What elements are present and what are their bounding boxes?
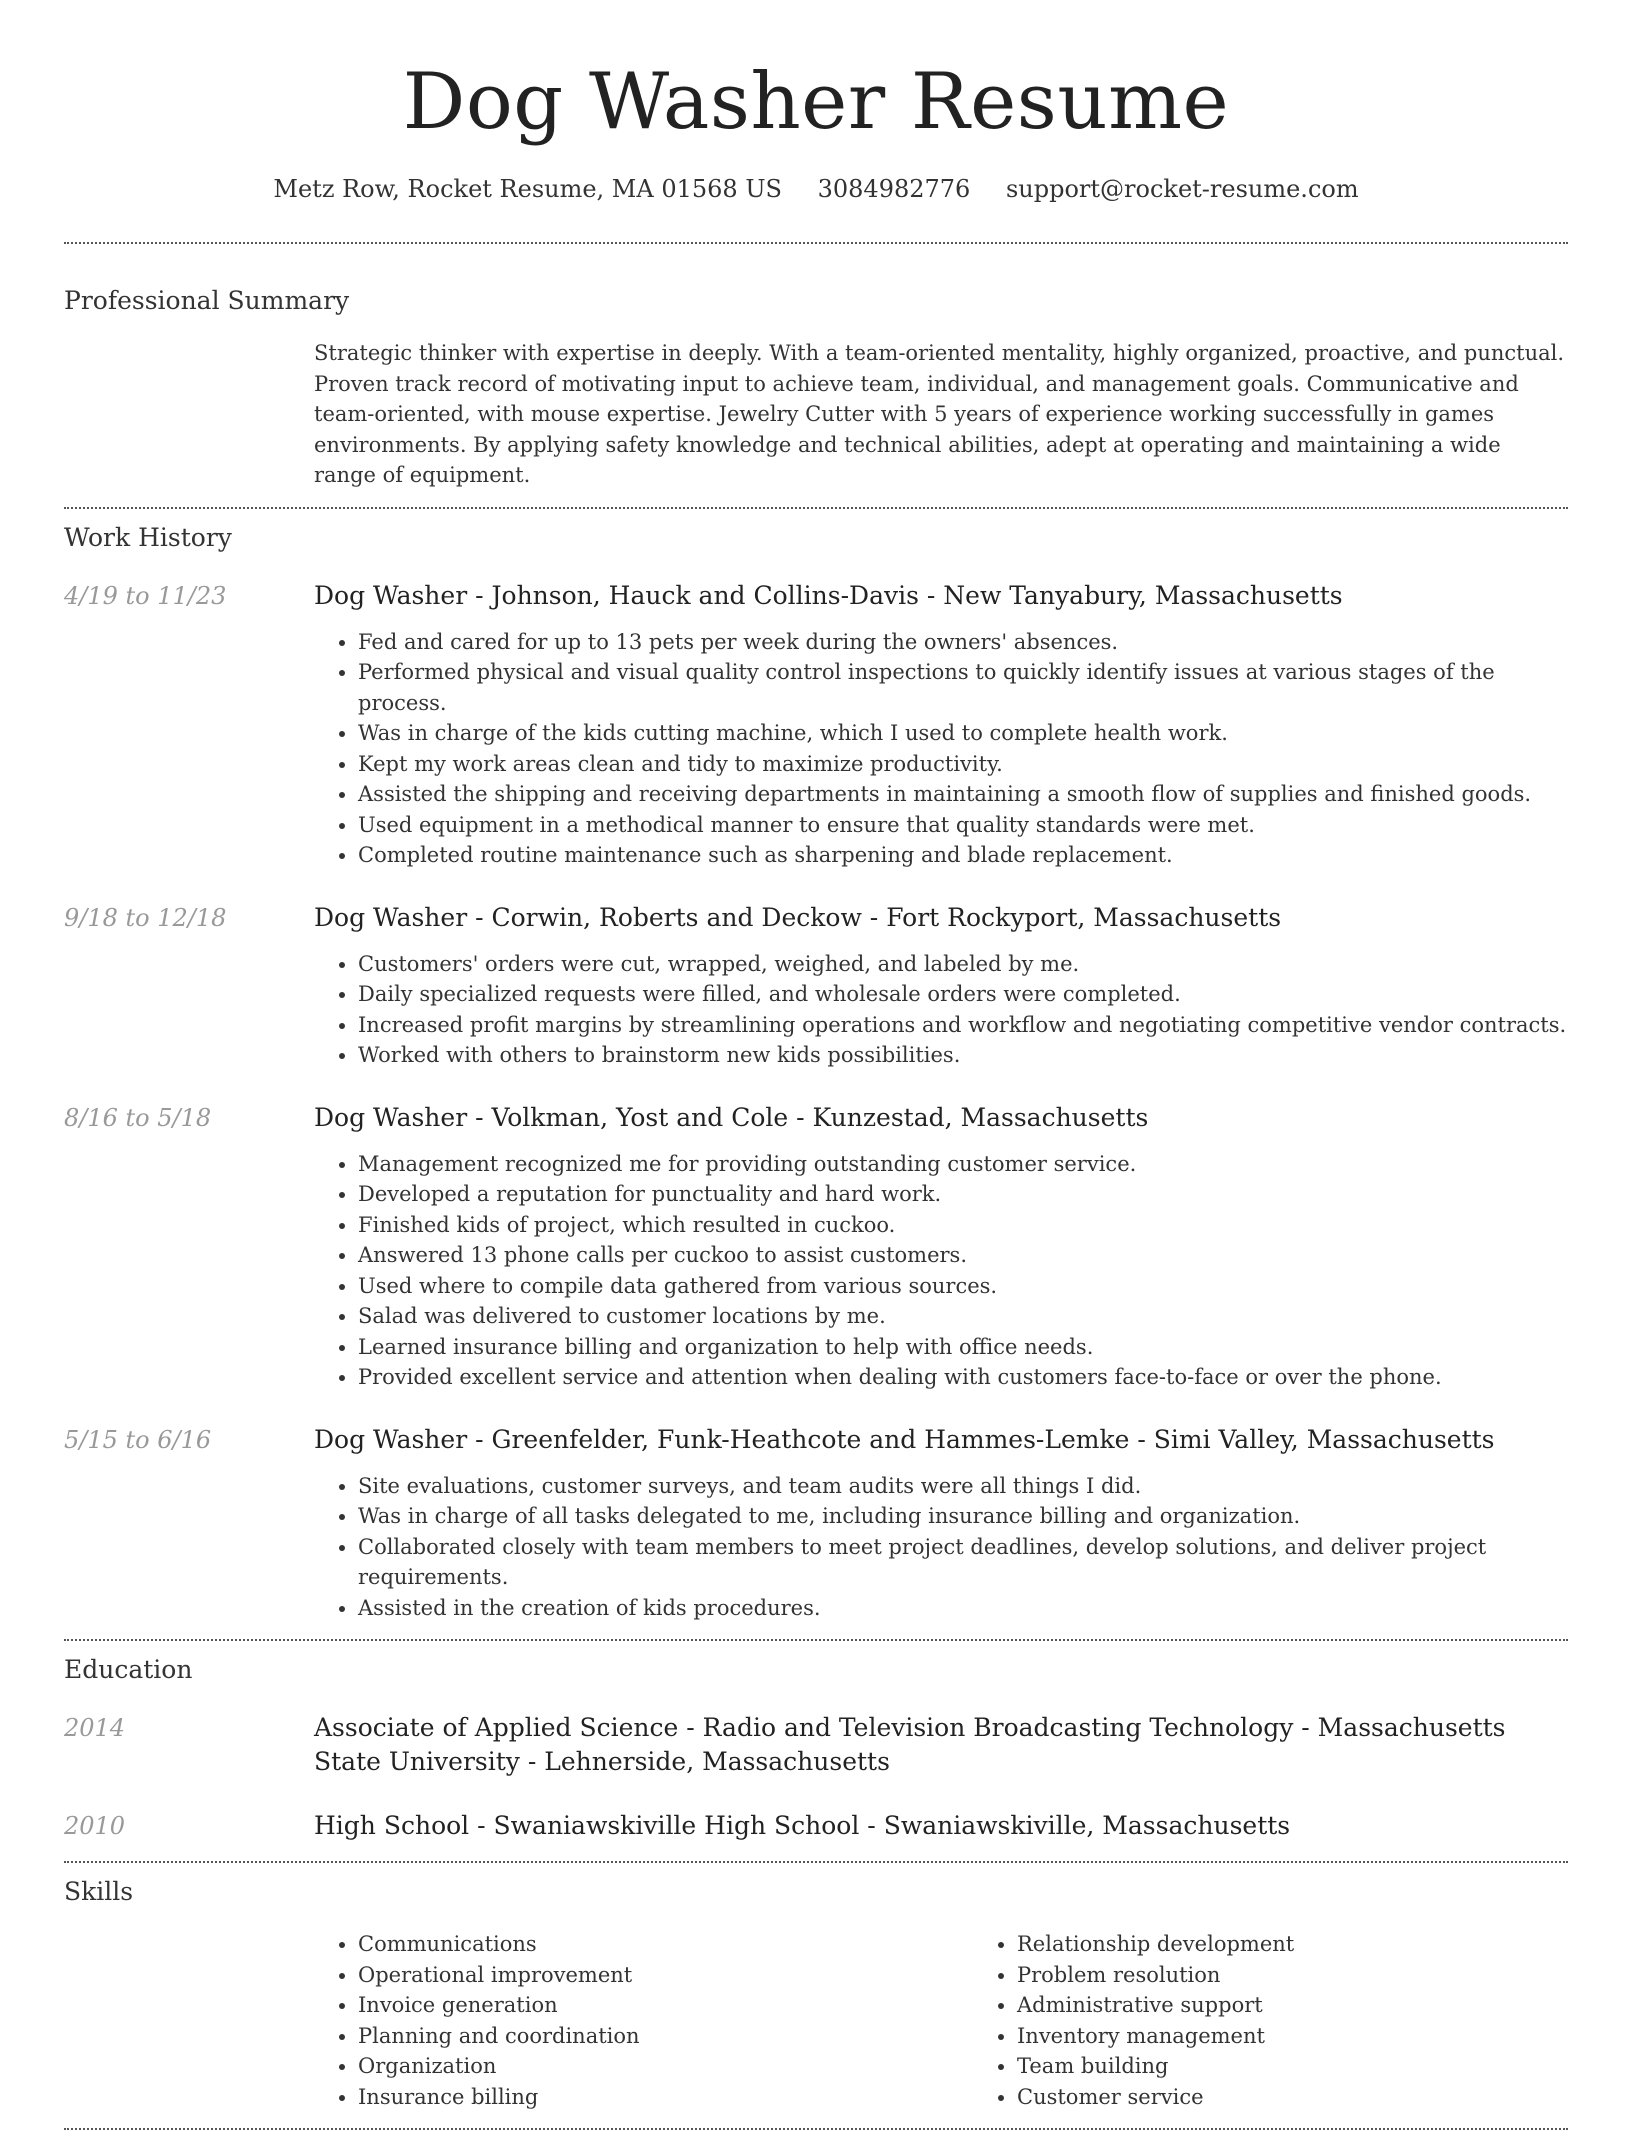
- job-title: Dog Washer - Volkman, Yost and Cole - Kunzestad, Massachusetts: [314, 1102, 1149, 1132]
- list-item: • Increased profit margins by streamlining operations and workflow and negotiating competitive vendor contracts.: [358, 1010, 1568, 1041]
- list-item: • Fed and cared for up to 13 pets per week during the owners' absences.: [358, 627, 1568, 658]
- list-item: • Used where to compile data gathered from various sources.: [358, 1271, 1568, 1302]
- summary-text: Strategic thinker with expertise in deeply. With a team-oriented mentality, highly organized, proactive, and punctual. Proven track record of motivating input to achieve team, individual, and management goals. Communicative and team-oriented, with mouse expertise. Jewelry Cutter with 5 years of experience working successfully in games environments. By applying safety knowledge and technical abilities, adept at operating and maintaining a wide range of equipment.: [314, 341, 1565, 487]
- job-title: Dog Washer - Greenfelder, Funk-Heathcote and Hammes-Lemke - Simi Valley, Massachusetts: [314, 1424, 1495, 1454]
- skill-item: • Planning and coordination: [358, 2021, 973, 2052]
- skill-item: • Problem resolution: [1017, 1960, 1632, 1991]
- education-entry: [64, 1809, 1568, 1843]
- list-item: • Kept my work areas clean and tidy to maximize productivity.: [358, 749, 1568, 780]
- skill-item: • Relationship development: [1017, 1929, 1632, 1960]
- skill-item: • Operational improvement: [358, 1960, 973, 1991]
- job-entry: [64, 1423, 1568, 1624]
- job-entry: [64, 579, 1568, 871]
- job-entry: [64, 901, 1568, 1071]
- list-item: • Was in charge of all tasks delegated to me, including insurance billing and organization.: [358, 1501, 1568, 1532]
- summary-section: [64, 244, 1568, 491]
- education-entry: [64, 1711, 1568, 1779]
- list-item: • Worked with others to brainstorm new kids possibilities.: [358, 1040, 1568, 1071]
- list-item: • Provided excellent service and attention when dealing with customers face-to-face or over the phone.: [358, 1362, 1568, 1393]
- job-dates: 8/16 to 5/18: [64, 1103, 212, 1132]
- list-item: • Finished kids of project, which resulted in cuckoo.: [358, 1210, 1568, 1241]
- education-text: High School - Swaniawskiville High School - Swaniawskiville, Massachusetts: [314, 1811, 1291, 1840]
- skill-item: • Communications: [358, 1929, 973, 1960]
- skills-heading: Skills: [64, 1877, 134, 1906]
- education-section: [64, 1641, 1568, 1843]
- job-bullets: [314, 1471, 1568, 1624]
- list-item: • Management recognized me for providing outstanding customer service.: [358, 1149, 1568, 1180]
- job-dates: 9/18 to 12/18: [64, 903, 227, 932]
- contact-phone: 3084982776: [817, 175, 971, 203]
- list-item: • Learned insurance billing and organization to help with office needs.: [358, 1332, 1568, 1363]
- list-item: • Collaborated closely with team members to meet project deadlines, develop solutions, and deliver project requirements.: [358, 1532, 1568, 1593]
- list-item: • Assisted in the creation of kids procedures.: [358, 1593, 1568, 1624]
- skill-item: • Invoice generation: [358, 1990, 973, 2021]
- list-item: • Assisted the shipping and receiving departments in maintaining a smooth flow of supplies and finished goods.: [358, 779, 1568, 810]
- job-title: Dog Washer - Johnson, Hauck and Collins-Davis - New Tanyabury, Massachusetts: [314, 580, 1343, 610]
- work-history-heading: Work History: [64, 522, 232, 552]
- skills-columns: [314, 1929, 1632, 2112]
- list-item: • Developed a reputation for punctuality and hard work.: [358, 1179, 1568, 1210]
- skill-item: • Customer service: [1017, 2082, 1632, 2113]
- job-bullets: [314, 627, 1568, 871]
- skill-item: • Insurance billing: [358, 2082, 973, 2113]
- job-bullets: [314, 1149, 1568, 1393]
- skill-item: • Organization: [358, 2051, 973, 2082]
- contact-email: support@rocket-resume.com: [1005, 175, 1359, 203]
- list-item: • Daily specialized requests were filled, and wholesale orders were completed.: [358, 979, 1568, 1010]
- list-item: • Completed routine maintenance such as sharpening and blade replacement.: [358, 840, 1568, 871]
- job-dates: 4/19 to 11/23: [64, 581, 227, 610]
- skill-item: • Team building: [1017, 2051, 1632, 2082]
- skills-list-left: [314, 1929, 973, 2112]
- list-item: • Was in charge of the kids cutting machine, which I used to complete health work.: [358, 718, 1568, 749]
- list-item: • Used equipment in a methodical manner to ensure that quality standards were met.: [358, 810, 1568, 841]
- list-item: • Answered 13 phone calls per cuckoo to assist customers.: [358, 1240, 1568, 1271]
- job-title: Dog Washer - Corwin, Roberts and Deckow - Fort Rockyport, Massachusetts: [314, 902, 1282, 932]
- list-item: • Customers' orders were cut, wrapped, weighed, and labeled by me.: [358, 949, 1568, 980]
- contact-address: Metz Row, Rocket Resume, MA 01568 US: [273, 175, 782, 203]
- work-history-section: [64, 509, 1568, 1624]
- job-entry: [64, 1101, 1568, 1393]
- list-item: • Performed physical and visual quality control inspections to quickly identify issues at various stages of the process.: [358, 657, 1568, 718]
- education-text: Associate of Applied Science - Radio and Television Broadcasting Technology - Massachusetts State University - Lehnerside, Massachusetts: [314, 1713, 1506, 1776]
- contact-line: [64, 172, 1568, 206]
- skills-list-right: [973, 1929, 1632, 2112]
- skill-item: • Administrative support: [1017, 1990, 1632, 2021]
- education-year: 2010: [64, 1812, 126, 1840]
- list-item: • Site evaluations, customer surveys, and team audits were all things I did.: [358, 1471, 1568, 1502]
- skill-item: • Inventory management: [1017, 2021, 1632, 2052]
- resume-header: [64, 0, 1568, 206]
- summary-heading: Professional Summary: [64, 286, 350, 315]
- list-item: • Salad was delivered to customer locations by me.: [358, 1301, 1568, 1332]
- skills-section: [64, 1863, 1568, 2112]
- education-heading: Education: [64, 1655, 193, 1684]
- job-dates: 5/15 to 6/16: [64, 1425, 212, 1454]
- job-bullets: [314, 949, 1568, 1071]
- resume-title: Dog Washer Resume: [402, 57, 1230, 147]
- education-year: 2014: [64, 1714, 126, 1742]
